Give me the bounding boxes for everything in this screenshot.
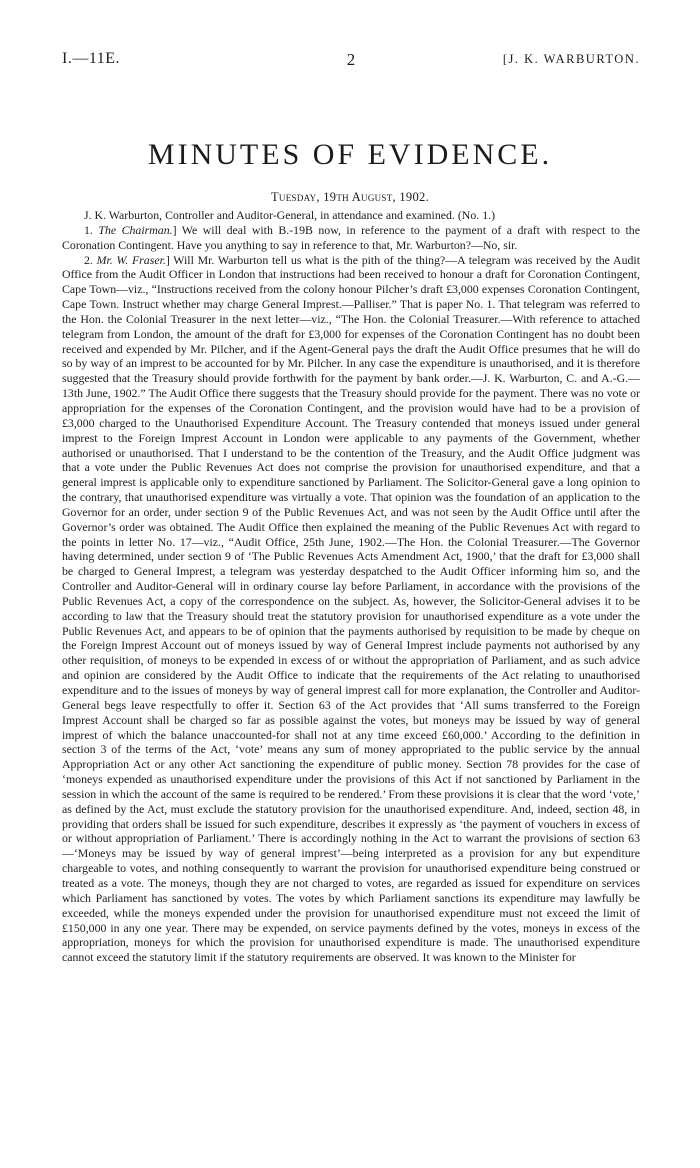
question-1-speaker: The Chairman. [98, 222, 173, 237]
attendance-line: J. K. Warburton, Controller and Auditor-General, in attendance and examined. (No. 1.) [84, 208, 496, 222]
question-1-number: 1. [84, 222, 93, 237]
question-2 [62, 253, 640, 966]
session-date: Tuesday, 19th August, 1902. [271, 190, 429, 204]
page-header [62, 50, 640, 74]
page-number: 2 [346, 50, 356, 69]
document-code: I.—11E. [62, 50, 121, 67]
question-1 [62, 223, 640, 253]
running-head-witness: [J. K. WARBURTON. [502, 52, 640, 66]
question-2-speaker: Mr. W. Fraser. [96, 252, 166, 267]
question-2-text: ] Will Mr. Warburton tell us what is the pith of the thing?—A telegram was received by the Audit Office from the Audit Officer in London that instructions had been received to honour a draft for Coronation Contingent, Cape Town—viz., “Instructions received from the colony honour Pilcher’s draft £3,000 expenses Coronation Contingent, Cape Town. Instruct whether may charge General Imprest.—Palliser.” That is paper No. 1. That telegram was referred to the Hon. the Colonial Treasurer in the next letter—viz., “The Hon. the Colonial Treasurer.—With reference to attached telegram from London, the amount of the draft for £3,000 for expenses of the Coronation Contingent has no doubt been received and expended by Mr. Pilcher, and if the Agent-General pays the draft the Audit Office presumes that he will do so by way of an imprest to be accounted for by Mr. Pilcher. In any case the expenditure is unauthorised, and it is therefore suggested that the Treasury should provide forthwith for the payment by bank order.—J. K. Warburton, C. and A.-G.—13th June, 1902.” The Audit Office there suggests that the Treasury should provide for the payment. There was no vote or appropriation for the expenses of the Coronation Contingent, and the provision would have had to be a provision of £3,000 charged to the Unauthorised Expenditure Account. The Treasury contended that moneys issued under general imprest to the Foreign Imprest Account in London were applicable to any payments of the Government, whether authorised or unauthorised. That I understand to be the contention of the Treasury, and the Audit Office judgment was that a vote under the Public Revenues Act does not comprise the provision for unauthorised expenditure, and that a general imprest is applicable only to expenditure sanctioned by Parliament. The Solicitor-General gave a long opinion to the contrary, that unauthorised expenditure was virtually a vote. That opinion was the foundation of an application to the Governor for an order, under section 9 of the Public Revenues Act, and was not seen by the Audit Office until after the Governor’s order was obtained. The Audit Office then explained the meaning of the Public Revenues Act with regard to the points in letter No. 17—viz., “Audit Office, 25th June, 1902.—The Hon. the Colonial Treasurer.—The Governor having determined, under section 9 of ‘The Public Revenues Acts Amendment Act, 1900,’ that the draft for £3,000 shall be charged to General Imprest, a telegram was yesterday despatched to the Audit Officer informing him so, and the Controller and Auditor-General will in ordinary course lay before Parliament, in accordance with the provisions of the Public Revenues Act, a copy of the correspondence on the subject. As, however, the Solicitor-General advises it to be according to law that the Treasury should treat the statutory provision for unauthorised expenditure as a vote under the Public Revenues Act, and appears to be of opinion that the payments authorised by requisition to be made by cheque on the Foreign Imprest Account out of moneys issued by way of General Imprest include payments not authorised by any other requisition, of moneys to be expended in excess of or without the appropriation of Parliament, and as such advice and opinion are considered by the Audit Office to indicate that the requirements of the Act relating to unauthorised expenditure and to the issues of moneys by way of general imprest call for more explanation, the Controller and Auditor-General begs leave respectfully to offer it. Section 63 of the Act provides that ‘All sums transferred to the Foreign Imprest Account shall be charged so far as possible against the votes, but moneys may be issued by way of general imprest of which the balance unaccounted-for shall not at any time exceed £60,000.’ According to the definition in section 3 of the terms of the Act, ‘vote’ means any sum of money appropriated to the public service by the annual Appropriation Act or any other Act sanctioning the expenditure of public money. Section 78 provides for the case of ‘moneys expended as unauthorised expenditure under the provisions of this Act if not sanctioned by Parliament in the session in which the account of the same is required to be rendered.’ From these provisions it is clear that the word ‘vote,’ as defined by the Act, must exclude the statutory provision for the unauthorised expenditure. And, indeed, section 48, in providing that orders shall be issued for such expenditure, describes it expressly as ‘the payment of vouchers in excess of or without appropriation of Parliament.’ There is accordingly nothing in the Act to warrant the provisions of section 63—‘Moneys may be issued by way of general imprest’—being interpreted as a provision for any but expenditure chargeable to votes, and nothing consequently to warrant the provision for unauthorised expenditure being construed or treated as a vote. The moneys, though they are not charged to votes, are regarded as issued for expenditure on services which Parliament has sanctioned by votes. The votes by which Parliament sanctions its expenditure may lawfully be exceeded, while the moneys expended under the provision for unauthorised expenditure must not exceed the limit of £150,000 in any one year. There may be expended, on service payments defined by the votes, moneys in excess of the appropriation, moneys for which the provision for unauthorised expenditure is made. The unauthorised expenditure cannot exceed the statutory limit if the statutory requirements are observed. It was known to the Minister for [62, 252, 640, 965]
evidence-body [62, 208, 640, 965]
question-1-text: ] We will deal with B.-19B now, in reference to the payment of a draft with respect to the Coronation Contingent. Have you anything to say in reference to that, Mr. Warburton?—No, sir. [62, 222, 640, 252]
question-2-number: 2. [84, 252, 93, 267]
page-title: MINUTES OF EVIDENCE. [147, 138, 553, 171]
